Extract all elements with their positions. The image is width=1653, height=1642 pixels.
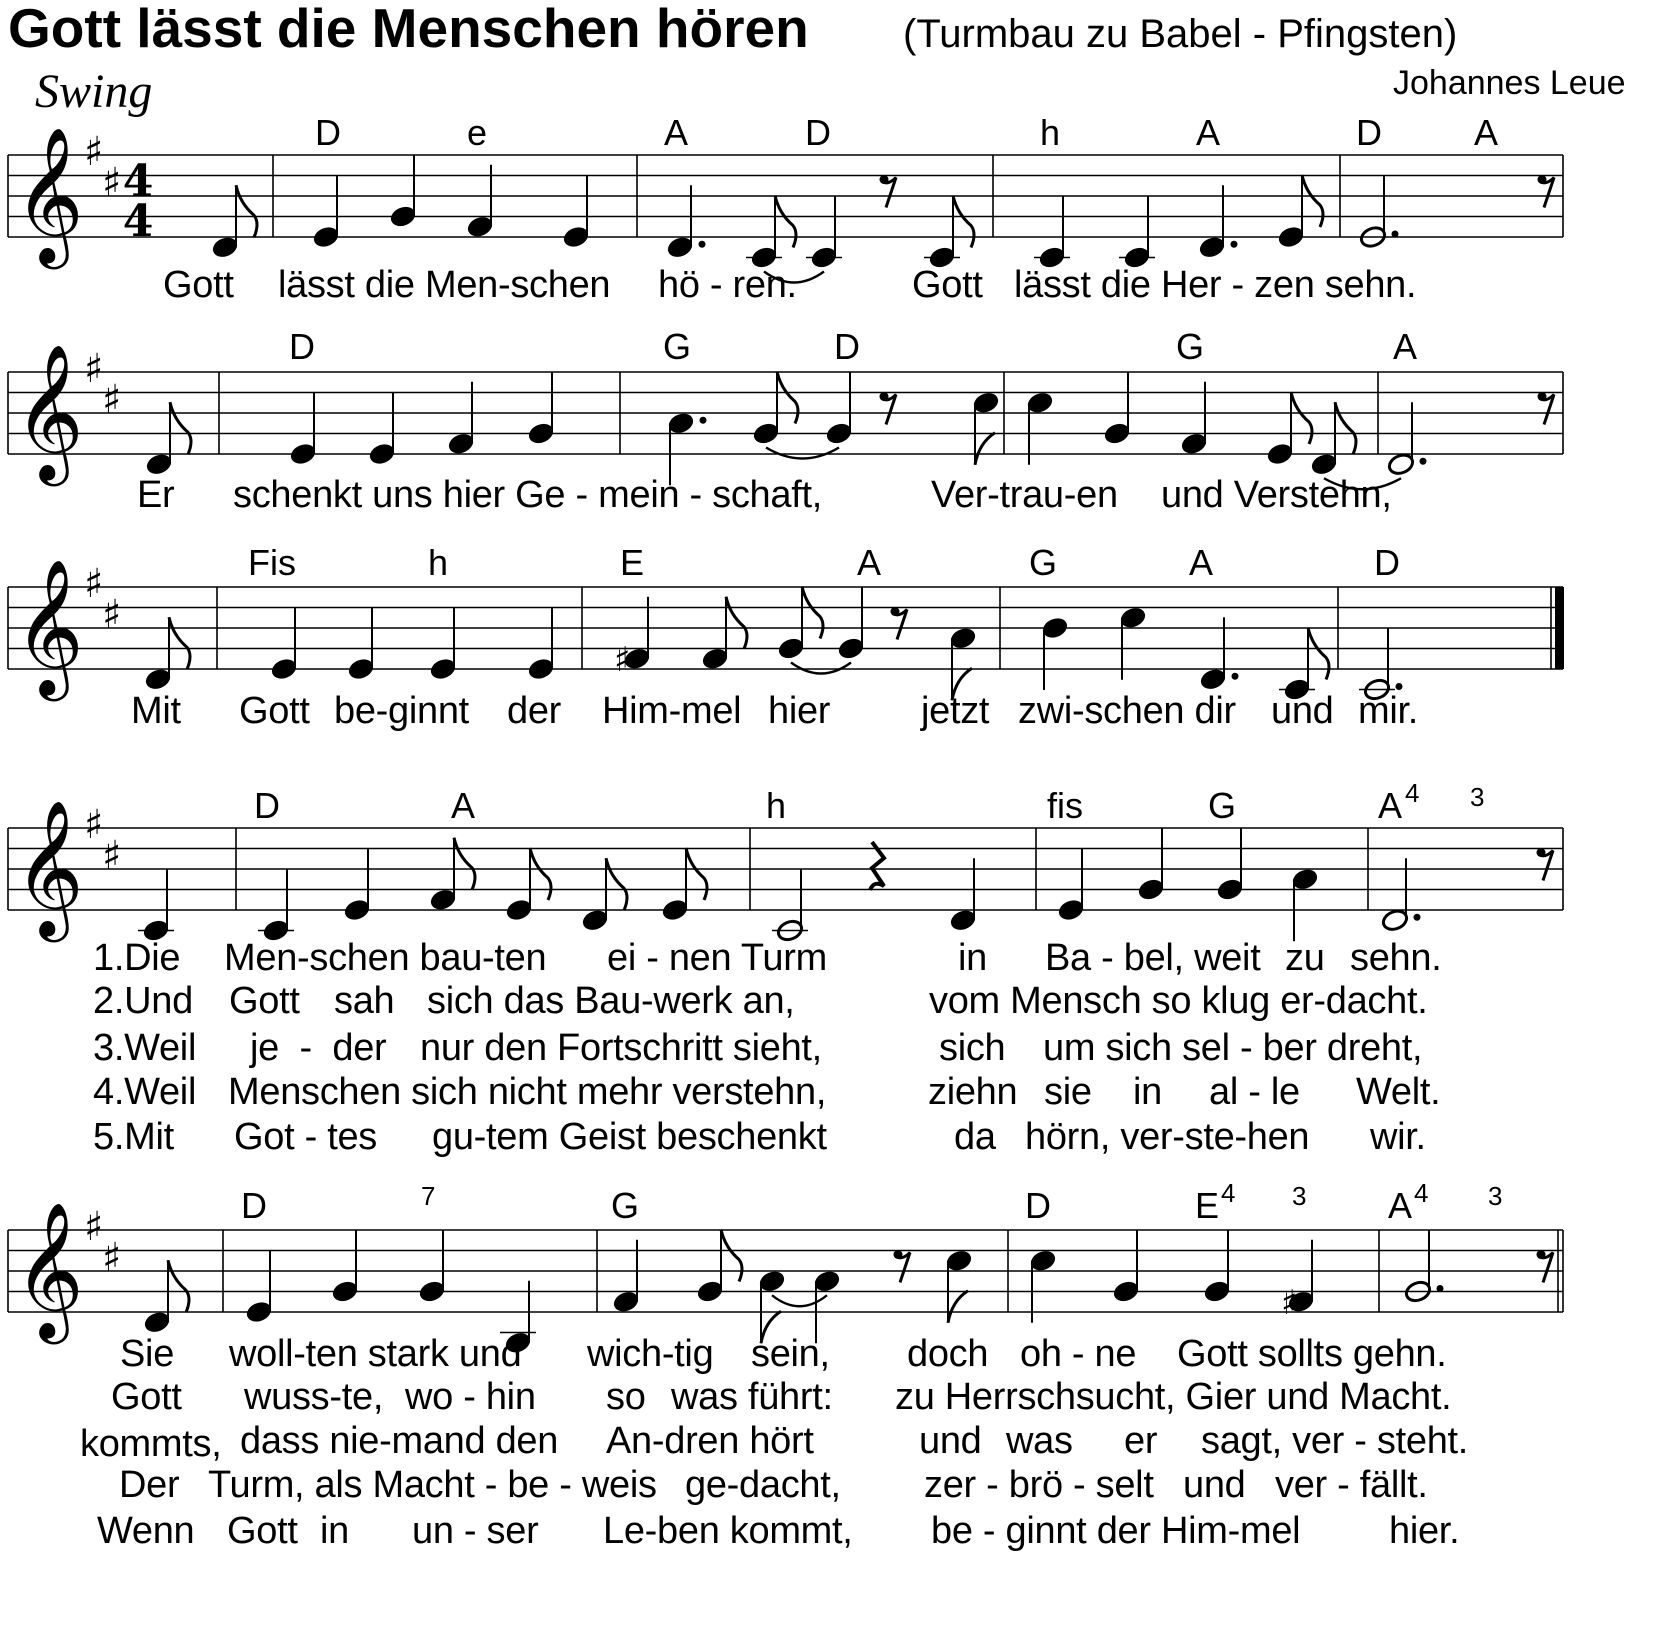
lyric: Gott xyxy=(227,1510,298,1552)
lyric: was xyxy=(1006,1420,1073,1462)
tie xyxy=(791,663,851,674)
lyric: sich xyxy=(939,1027,1006,1069)
lyric: be-ginnt xyxy=(334,690,469,732)
lyric: Turm, als Macht - be - weis xyxy=(208,1464,657,1506)
lyric: doch xyxy=(907,1333,989,1375)
lyric: so xyxy=(606,1376,646,1418)
chord: E xyxy=(1195,1185,1220,1226)
lyric: un - ser xyxy=(412,1510,539,1552)
chord: G xyxy=(1029,542,1058,583)
chord-resolution: 3 xyxy=(1488,1181,1503,1211)
note xyxy=(1216,828,1245,902)
note xyxy=(772,869,808,943)
note-flag xyxy=(1308,628,1329,680)
note-flag xyxy=(1302,175,1323,227)
lyric: lässt die Her - zen sehn. xyxy=(1014,264,1417,306)
lyric: lässt die Men-schen xyxy=(278,264,611,306)
lyric: wo - hin xyxy=(405,1376,536,1418)
lyric: sein, xyxy=(751,1333,830,1375)
sharp-icon: ♯ xyxy=(1281,1282,1298,1323)
note xyxy=(562,175,591,249)
lyric: und xyxy=(1183,1464,1246,1506)
note-flag xyxy=(530,848,551,900)
note xyxy=(1203,1230,1232,1304)
note-flag xyxy=(775,196,796,248)
note xyxy=(1137,828,1166,902)
lyric: woll-ten stark und xyxy=(229,1333,522,1375)
lyric: 2.Und xyxy=(93,980,193,1022)
note xyxy=(343,848,372,922)
lyric: jetzt xyxy=(921,690,990,732)
chord-suspension: 4 xyxy=(1414,1178,1429,1208)
eighth-rest-dot xyxy=(894,1250,903,1259)
note xyxy=(1119,196,1155,270)
note xyxy=(270,607,299,681)
note-flag xyxy=(975,433,995,465)
lyric: Menschen sich nicht mehr verstehn, xyxy=(228,1071,827,1113)
chord: A xyxy=(1196,112,1221,153)
lyric: wuss-te, xyxy=(244,1376,384,1418)
sharp-icon: ♯ xyxy=(84,561,104,607)
sharp-icon: ♯ xyxy=(84,802,104,848)
note-flag xyxy=(168,1260,189,1312)
lyric: in xyxy=(958,937,987,979)
lyric: Got - tes xyxy=(234,1116,378,1158)
lyric: Gott xyxy=(163,264,234,306)
tempo-marking: Swing xyxy=(35,65,153,118)
lyric: und xyxy=(919,1420,982,1462)
note-dot xyxy=(1231,241,1238,248)
lyric: was führt: xyxy=(671,1376,833,1418)
lyric: hörn, ver-ste-hen xyxy=(1025,1116,1310,1158)
note xyxy=(1404,1230,1444,1304)
lyric: kommts, xyxy=(80,1423,222,1465)
time-signature xyxy=(123,156,154,247)
sharp-icon: ♯ xyxy=(84,346,104,392)
lyric: Men-schen bau-ten xyxy=(224,937,547,979)
treble-clef-icon: 𝄞 xyxy=(14,557,84,695)
lyric: 5.Mit xyxy=(93,1116,174,1158)
tie xyxy=(772,1295,827,1306)
chord: D xyxy=(834,326,860,367)
lyric: sagt, ver - steht. xyxy=(1201,1420,1469,1462)
chord: A xyxy=(1189,542,1214,583)
lyric: je - der xyxy=(250,1027,387,1069)
eighth-rest-dot xyxy=(1538,175,1547,184)
note xyxy=(527,607,556,681)
note xyxy=(505,848,551,922)
lyric: und Verstehn, xyxy=(1161,474,1392,516)
lyric: Le-ben kommt, xyxy=(603,1510,853,1552)
eighth-rest-dot xyxy=(1538,392,1547,401)
chord-resolution: 3 xyxy=(1292,1181,1307,1211)
treble-clefs xyxy=(14,125,121,1344)
note-dot xyxy=(699,241,706,248)
lyric: ge-dacht, xyxy=(685,1464,841,1506)
lyric: Ver-trau-en xyxy=(931,474,1118,516)
chord: D xyxy=(315,112,341,153)
lyric: hier. xyxy=(1389,1510,1460,1552)
lyric: zer - brö - selt xyxy=(924,1464,1154,1506)
lyric: dass nie-mand den xyxy=(240,1420,559,1462)
lyric: Ba - bel, weit xyxy=(1045,937,1261,979)
note xyxy=(777,587,823,661)
eighth-rest-dot xyxy=(1537,1250,1546,1259)
lyric: oh - ne xyxy=(1020,1333,1137,1375)
chord: h xyxy=(766,785,787,826)
lyric: Him-mel xyxy=(602,690,742,732)
lyric: nur den Fortschritt sieht, xyxy=(420,1027,822,1069)
note-flag xyxy=(1335,402,1356,454)
lyric: Mit xyxy=(131,690,181,732)
note-flag xyxy=(802,587,823,639)
chord-extension: 7 xyxy=(421,1181,436,1211)
song-title: Gott lässt die Menschen hören xyxy=(8,0,809,59)
lyric: sah xyxy=(334,980,395,1022)
note xyxy=(245,1250,274,1324)
sharp-icon: ♯ xyxy=(102,591,122,638)
note-flag xyxy=(236,185,257,237)
lyric: schenkt uns hier Ge - mein - schaft, xyxy=(233,474,822,516)
chord: A xyxy=(664,112,689,153)
note-dot xyxy=(1437,1285,1444,1292)
lyric: und xyxy=(1271,690,1334,732)
note xyxy=(825,372,854,446)
note-flag xyxy=(721,1230,742,1282)
lyric: gu-tem Geist beschenkt xyxy=(432,1116,827,1158)
note-dot xyxy=(1420,458,1427,465)
chord: h xyxy=(428,542,449,583)
eighth-rest-dot xyxy=(1537,848,1546,857)
lyric: in xyxy=(1133,1071,1162,1113)
treble-clef-icon: 𝄞 xyxy=(14,342,84,480)
chord: D xyxy=(241,1185,267,1226)
chord: G xyxy=(1208,785,1237,826)
lyric: hö - ren. xyxy=(658,264,797,306)
note xyxy=(924,196,974,270)
chord: A xyxy=(1388,1185,1413,1226)
lyric: Gott xyxy=(239,690,310,732)
lyric: wir. xyxy=(1370,1116,1426,1158)
chord: fis xyxy=(1047,785,1083,826)
treble-clef-icon: 𝄞 xyxy=(14,1200,84,1338)
note-dot xyxy=(1232,673,1239,680)
note xyxy=(312,175,341,249)
lyric: ei - nen Turm xyxy=(607,937,827,979)
note xyxy=(1277,175,1323,249)
chord: A xyxy=(1474,112,1499,153)
lyric: Gott xyxy=(229,980,300,1022)
lyric: Er xyxy=(137,474,175,516)
chord: A xyxy=(1378,785,1403,826)
sharp-icon: ♯ xyxy=(84,129,104,175)
chord: G xyxy=(663,326,692,367)
eighth-rest-dot xyxy=(880,175,889,184)
tie xyxy=(766,448,839,459)
lyric: Gott xyxy=(912,264,983,306)
time-signature-bottom: 4 xyxy=(122,196,154,247)
note-flag xyxy=(953,196,974,248)
chord: D xyxy=(805,112,831,153)
note-flag xyxy=(777,372,798,424)
chord: D xyxy=(1374,542,1400,583)
note-flag xyxy=(1291,392,1312,444)
chord-suspension: 4 xyxy=(1405,778,1420,808)
lyric: hier xyxy=(768,690,831,732)
chord: G xyxy=(611,1185,640,1226)
note-flag xyxy=(169,617,190,669)
eighth-rest-dot xyxy=(880,392,889,401)
note xyxy=(389,155,418,229)
lyric: sehn. xyxy=(1350,937,1442,979)
song-subtitle: (Turmbau zu Babel - Pfingsten) xyxy=(903,12,1458,56)
lyric: 1.Die xyxy=(93,937,181,979)
note-flag xyxy=(454,838,475,890)
chord: D xyxy=(1025,1185,1051,1226)
note xyxy=(1112,1230,1141,1304)
lyric: sich das Bau-werk an, xyxy=(427,980,795,1022)
note xyxy=(806,196,842,270)
lyric: ziehn xyxy=(928,1071,1018,1113)
chord-suspension: 4 xyxy=(1221,1178,1236,1208)
note xyxy=(1266,392,1312,466)
lyric: be - ginnt der Him-mel xyxy=(931,1510,1301,1552)
note xyxy=(1103,372,1132,446)
chord: A xyxy=(1393,326,1418,367)
chord: D xyxy=(254,785,280,826)
note xyxy=(138,869,174,943)
chord-resolution: 3 xyxy=(1470,782,1485,812)
sharp-icon: ♯ xyxy=(102,832,122,879)
lyric: ver - fällt. xyxy=(1275,1464,1428,1506)
lyric: mir. xyxy=(1358,690,1419,732)
lyric: Der xyxy=(119,1464,180,1506)
final-barline-thick xyxy=(1555,587,1564,669)
chord: Fis xyxy=(248,542,296,583)
note-flag xyxy=(606,858,627,910)
lyric: er xyxy=(1124,1420,1158,1462)
lyric: vom Mensch so klug er-dacht. xyxy=(929,980,1428,1022)
lyric: sie xyxy=(1044,1071,1092,1113)
note xyxy=(368,392,397,466)
note xyxy=(661,848,707,922)
lyric: wich-tig xyxy=(587,1333,714,1375)
time-signature-top: 4 xyxy=(122,156,154,207)
lyric: Gott xyxy=(111,1376,182,1418)
treble-clef-icon: 𝄞 xyxy=(14,798,84,936)
sharp-icon: ♯ xyxy=(102,376,122,423)
note-dot xyxy=(700,417,707,424)
note-dot xyxy=(1396,683,1403,690)
chord: D xyxy=(1356,112,1382,153)
lyric: Welt. xyxy=(1356,1071,1441,1113)
note xyxy=(746,196,796,270)
sharp-icon: ♯ xyxy=(102,159,122,206)
chord: E xyxy=(620,542,645,583)
lyric: Gott sollts gehn. xyxy=(1177,1333,1447,1375)
lyric: da xyxy=(954,1116,996,1158)
note xyxy=(1359,175,1399,249)
lyric: Sie xyxy=(120,1333,175,1375)
note xyxy=(1291,867,1320,941)
note xyxy=(289,392,318,466)
note-flag xyxy=(726,597,747,649)
chord: D xyxy=(289,326,315,367)
chord: h xyxy=(1040,112,1061,153)
lyric: An-dren hört xyxy=(606,1420,814,1462)
note xyxy=(258,869,294,943)
lyric: 3.Weil xyxy=(93,1027,197,1069)
note xyxy=(1034,196,1070,270)
sharp-icon: ♯ xyxy=(84,1204,104,1250)
note-dot xyxy=(1392,231,1399,238)
sharp-icon: ♯ xyxy=(614,639,631,680)
lyric: Wenn xyxy=(97,1510,195,1552)
lyric: zu xyxy=(1285,937,1325,979)
treble-clef-icon: 𝄞 xyxy=(14,125,84,263)
note xyxy=(429,607,458,681)
note-dot xyxy=(1414,914,1421,921)
eighth-rest-dot xyxy=(891,607,900,616)
lyric: zu Herrschsucht, Gier und Macht. xyxy=(895,1376,1452,1418)
note xyxy=(527,372,556,446)
lyric: um sich sel - ber dreht, xyxy=(1043,1027,1423,1069)
note xyxy=(347,607,376,681)
chord: A xyxy=(857,542,882,583)
note-flag xyxy=(170,402,191,454)
composer-name: Johannes Leue xyxy=(1393,64,1626,102)
sharp-icon: ♯ xyxy=(102,1234,122,1281)
note xyxy=(418,1230,447,1304)
lyric: der xyxy=(507,690,562,732)
lyric: al - le xyxy=(1209,1071,1300,1113)
lyric: in xyxy=(320,1510,349,1552)
note-flag xyxy=(948,1291,968,1323)
lyric: 4.Weil xyxy=(93,1071,197,1113)
note xyxy=(837,587,866,661)
note xyxy=(696,1230,742,1304)
note xyxy=(1041,616,1070,690)
note xyxy=(752,372,798,446)
note xyxy=(1057,848,1086,922)
chord: A xyxy=(451,785,476,826)
chord: e xyxy=(467,112,488,153)
lyric: zwi-schen dir xyxy=(1018,690,1236,732)
note xyxy=(331,1230,360,1304)
note-flag xyxy=(686,848,707,900)
chord: G xyxy=(1176,326,1205,367)
